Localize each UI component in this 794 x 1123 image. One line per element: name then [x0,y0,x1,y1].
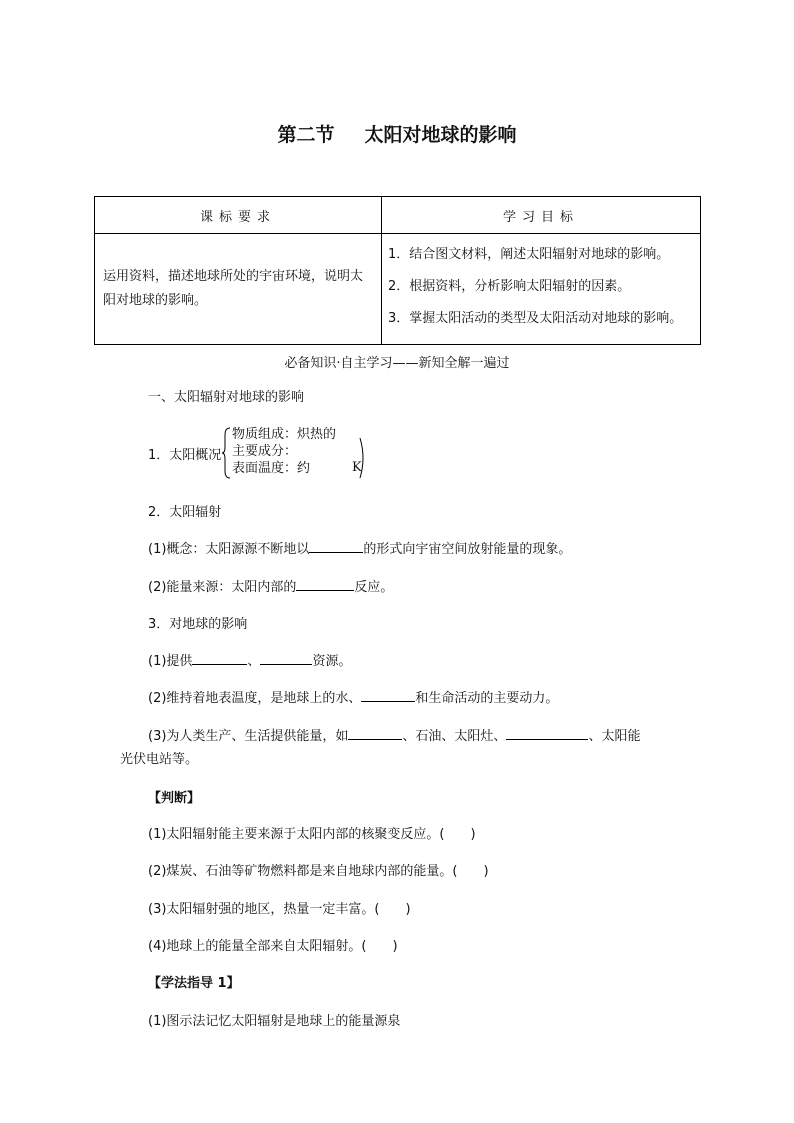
provide-line: (1)提供 、 资源。 [148,650,351,669]
learning-goal-item: 3．掌握太阳活动的类型及太阳活动对地球的影响。 [388,311,683,326]
judge-item: (3)太阳辐射强的地区，热量一定丰富。( ) [148,902,411,917]
judge-item: (4)地球上的能量全部来自太阳辐射。( ) [148,939,398,954]
method-guidance-heading: 【学法指导 1】 [148,976,240,991]
energy-source-line: (2)能量来源：太阳内部的 反应。 [148,576,393,595]
curriculum-requirement-text: 运用资料，描述地球所处的宇宙环境，说明太阳对地球的影响。 [95,234,382,345]
fill-blank[interactable] [296,576,354,591]
fill-blank[interactable] [309,538,363,553]
fill-blank[interactable] [506,725,588,740]
section-title: 太阳对地球的影响 [364,124,517,146]
section-number: 第二节 [277,124,335,146]
energy-use-line-2: 光伏电站等。 [120,752,199,767]
left-brace-icon [222,427,232,479]
concept-line: (1)概念：太阳源源不断地以 的形式向宇宙空间放射能量的现象。 [148,538,571,557]
table-body-row [95,234,701,345]
sun-main-components-line: 主要成分： [232,444,298,459]
sun-surface-temperature-line: 表面温度：约 [232,461,311,476]
maintain-line: (2)维持着地表温度，是地球上的水、 和生命活动的主要动力。 [148,687,558,706]
header-learning-goals: 学习目标 [382,197,701,234]
fill-blank[interactable] [361,687,415,702]
judge-item: (1)太阳辐射能主要来源于太阳内部的核聚变反应。( ) [148,827,476,842]
right-paren-icon [359,437,367,479]
sun-overview-lines [232,426,336,477]
learning-goal-item: 1．结合图文材料，阐述太阳辐射对地球的影响。 [388,247,670,262]
earth-impact-heading: 3．对地球的影响 [148,617,248,632]
temperature-unit: K [352,460,362,475]
solar-radiation-heading: 2．太阳辐射 [148,505,222,520]
fill-blank[interactable] [260,650,312,665]
energy-use-line-1: (3)为人类生产、生活提供能量，如 、石油、太阳灶、 、太阳能 [148,725,640,744]
fill-blank[interactable] [192,650,247,665]
sun-composition-line: 物质组成：炽热的 [232,427,337,442]
page-title [0,120,794,147]
section-banner: 必备知识·自主学习——新知全解一遍过 [284,356,510,371]
table-header-row [95,197,701,234]
section-heading: 一、太阳辐射对地球的影响 [148,390,305,405]
judge-heading: 【判断】 [148,791,201,806]
header-curriculum-requirements: 课标要求 [95,197,382,234]
fill-blank[interactable] [348,725,402,740]
learning-goals-cell [382,234,701,345]
sun-overview-label: 1．太阳概况 [148,448,222,463]
judge-item: (2)煤炭、石油等矿物燃料都是来自地球内部的能量。( ) [148,864,489,879]
objectives-table [94,196,701,345]
learning-goal-item: 2．根据资料，分析影响太阳辐射的因素。 [388,279,631,294]
method-guidance-item: (1)图示法记忆太阳辐射是地球上的能量源泉 [148,1014,401,1029]
